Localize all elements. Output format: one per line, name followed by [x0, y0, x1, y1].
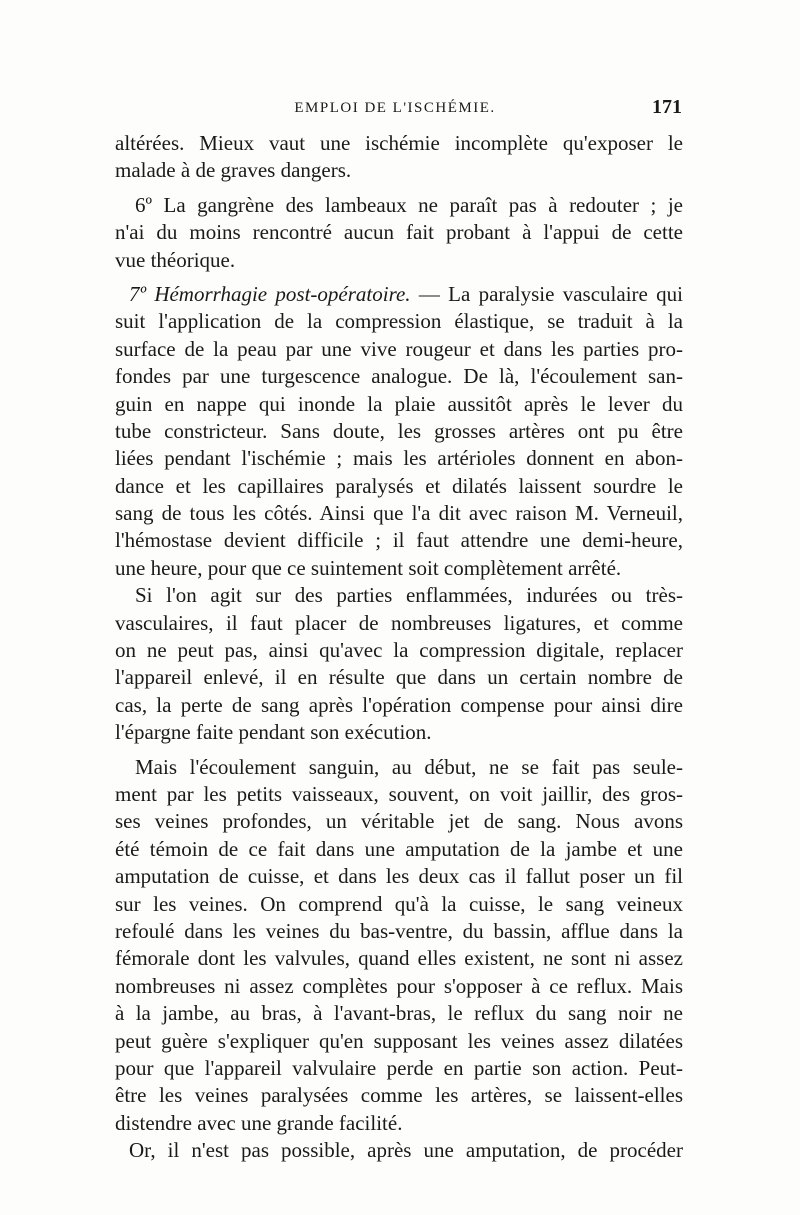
text-line: sang de tous les côtés. Ainsi que l'a dit avec raison M. Verneuil,: [115, 501, 683, 526]
text-line: tube constricteur. Sans doute, les grosses artères ont pu être: [115, 418, 683, 443]
text-line: dance et les capillaires paralysés et dilatés laissent sourdre le: [115, 473, 683, 498]
text-line: on ne peut pas, ainsi qu'avec la compression digitale, replacer: [115, 638, 683, 663]
text-line: été témoin de ce fait dans une amputation de la jambe et une: [115, 836, 683, 861]
text-line: Si l'on agit sur des parties enflammées, indurées ou très-: [135, 583, 683, 608]
running-head: [108, 96, 682, 122]
text-line: l'appareil enlevé, il en résulte que dans un certain nombre de: [115, 665, 683, 690]
text-line: vasculaires, il faut placer de nombreuses ligatures, et comme: [115, 610, 683, 635]
text-line: suit l'application de la compression élastique, se traduit à la: [115, 309, 683, 334]
text-line: guin en nappe qui inonde la plaie aussitôt après le lever du: [115, 391, 683, 416]
text-line: surface de la peau par une vive rougeur et dans les parties pro-: [115, 336, 683, 361]
text-line: fondes par une turgescence analogue. De là, l'écoulement san-: [115, 364, 683, 389]
running-title: EMPLOI DE L'ISCHÉMIE.: [294, 100, 496, 116]
text-line: refoulé dans les veines du bas-ventre, du bassin, afflue dans la: [115, 918, 683, 943]
text-line: l'hémostase devient difficile ; il faut attendre une demi-heure,: [115, 528, 683, 553]
body-text: [115, 130, 683, 1164]
text-line: cas, la perte de sang après l'opération compense pour ainsi dire: [115, 692, 683, 717]
section-heading-line: 7º Hémorrhagie post-opératoire. — La paralysie vasculaire qui: [129, 281, 683, 306]
text-line: ment par les petits vaisseaux, souvent, on voit jaillir, des gros-: [115, 781, 683, 806]
text-line: une heure, pour que ce suintement soit complètement arrêté.: [115, 555, 622, 580]
text-line: amputation de cuisse, et dans les deux cas il fallut poser un fil: [115, 864, 683, 889]
text-line: peut guère s'expliquer qu'en supposant les veines assez dilatées: [115, 1028, 683, 1053]
text-line: à la jambe, au bras, à l'avant-bras, le reflux du sang noir ne: [115, 1001, 683, 1026]
section-heading: 7º Hémorrhagie post-opératoire.: [129, 281, 411, 306]
text-line: liées pendant l'ischémie ; mais les artérioles donnent en abon-: [115, 446, 683, 471]
text-line: Mais l'écoulement sanguin, au début, ne se fait pas seule-: [135, 754, 683, 779]
text-line: n'ai du moins rencontré aucun fait probant à l'appui de cette: [115, 220, 683, 245]
text-line: Or, il n'est pas possible, après une amputation, de procéder: [129, 1138, 683, 1163]
page-number: 171: [652, 96, 682, 118]
text-line: malade à de graves dangers.: [115, 158, 352, 183]
text-line: 6º La gangrène des lambeaux ne paraît pas à redouter ; je: [135, 192, 683, 217]
text-line: fémorale dont les valvules, quand elles existent, ne sont ni assez: [115, 946, 683, 971]
text-line: l'épargne faite pendant son exécution.: [115, 720, 432, 745]
text-line: être les veines paralysées comme les artères, se laissent-elles: [115, 1083, 683, 1108]
text-line: sur les veines. On comprend qu'à la cuisse, le sang veineux: [115, 891, 683, 916]
text-line: ses veines profondes, un véritable jet de sang. Nous avons: [115, 809, 683, 834]
text-line: pour que l'appareil valvulaire perde en partie son action. Peut-: [115, 1055, 683, 1080]
text-line: nombreuses ni assez complètes pour s'opposer à ce reflux. Mais: [115, 973, 683, 998]
text-line: altérées. Mieux vaut une ischémie incomplète qu'exposer le: [115, 131, 683, 155]
text-line: distendre avec une grande facilité.: [115, 1110, 403, 1135]
text-line: vue théorique.: [115, 247, 236, 272]
